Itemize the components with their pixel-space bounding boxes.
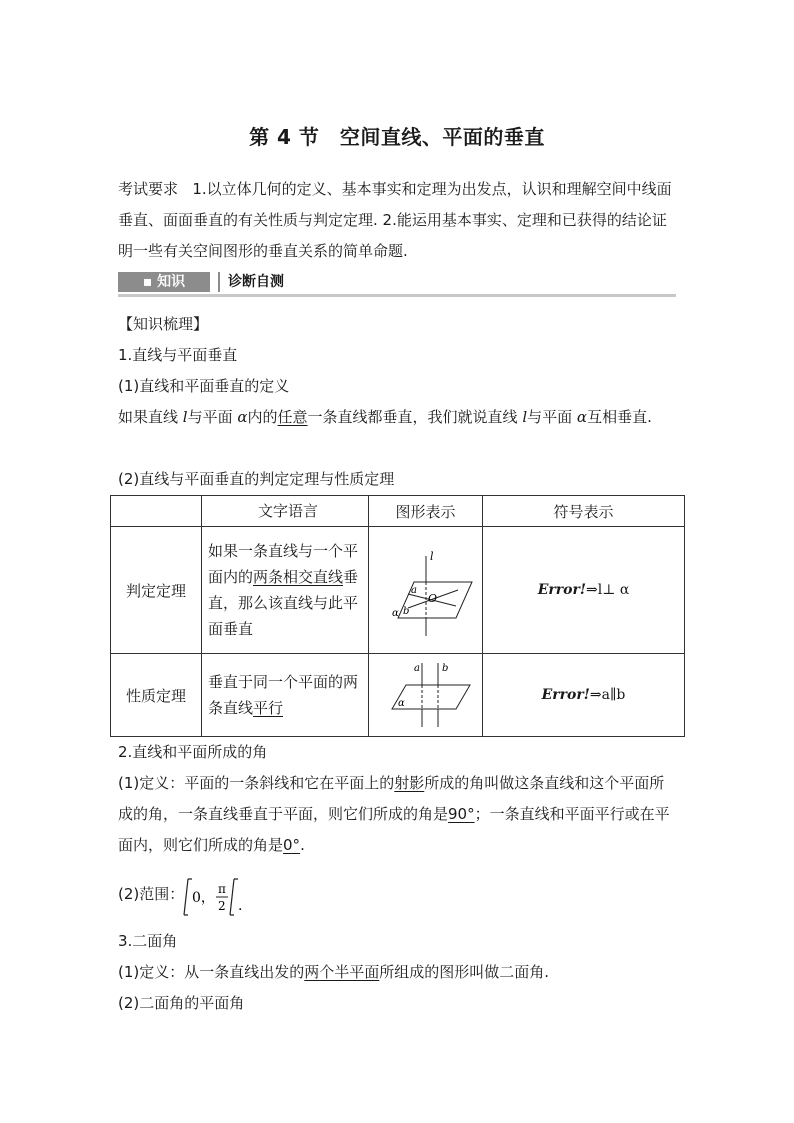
s1-sub1: (1)直线和平面垂直的定义	[118, 377, 290, 395]
range-zero: 0，	[192, 890, 215, 906]
section-label: 诊断自测	[218, 272, 284, 292]
row-figure	[369, 654, 483, 737]
requirements-text: 1.以立体几何的定义、基本事实和定理为出发点，认识和理解空间中线面垂直、面面垂直的有关性质与判定定理. 2.能运用基本事实、定理和已获得的结论证明一些有关空间图形的垂直关系的简单命题.	[118, 180, 672, 260]
header-cell-text: 文字语言	[202, 496, 369, 527]
row-text: 如果一条直线与一个平面内的两条相交直线垂直，那么该直线与此平面垂直	[202, 527, 369, 654]
s1-definition: 如果直线 l与平面 α内的任意一条直线都垂直，我们就说直线 l与平面 α互相垂直.	[118, 408, 652, 426]
range-pi: π	[218, 882, 226, 896]
fig-label-o: O	[427, 592, 437, 605]
range-label: (2)范围：	[118, 885, 185, 903]
table-row	[111, 654, 685, 737]
range-two: 2	[218, 899, 226, 913]
parallel-lines-figure	[376, 655, 476, 731]
section-divider	[118, 294, 676, 297]
header-cell-figure: 图形表示	[369, 496, 483, 527]
exam-requirements	[118, 174, 678, 267]
row-text: 垂直于同一个平面的两条直线平行	[202, 654, 369, 737]
s2-range	[118, 877, 318, 917]
knowledge-heading: 【知识梳理】	[118, 315, 209, 333]
section-tag: ▪ 知识	[118, 272, 210, 292]
header-cell-symbol: 符号表示	[483, 496, 685, 527]
s3-definition: (1)定义：从一条直线出发的两个半平面所组成的图形叫做二面角.	[118, 963, 550, 981]
requirements-label: 考试要求	[118, 180, 179, 198]
s1-heading: 1.直线与平面垂直	[118, 346, 238, 364]
s3-sub2: (2)二面角的平面角	[118, 994, 245, 1012]
range-interval	[182, 877, 242, 917]
s3-heading: 3.二面角	[118, 932, 178, 950]
fig-label-b: b	[441, 663, 448, 674]
s2-definition: (1)定义：平面的一条斜线和它在平面上的射影所成的角叫做这条直线和这个平面所成的角，一条直线垂直于平面，则它们所成的角是90°；一条直线和平面平行或在平面内，则它们所成的角是0°.	[118, 774, 670, 854]
page-title: 第 4 节 空间直线、平面的垂直	[249, 125, 545, 149]
perpendicular-plane-figure	[376, 538, 476, 638]
fig-label-a: a	[410, 585, 417, 596]
s2-heading: 2.直线和平面所成的角	[118, 743, 268, 761]
row-name: 性质定理	[111, 654, 202, 737]
fig-label-l: l	[429, 550, 434, 563]
fig-label-alpha: α	[391, 608, 399, 619]
table-row	[111, 527, 685, 654]
fig-label-alpha: α	[397, 698, 405, 709]
row-symbol: Error!⇒a∥b	[483, 654, 685, 737]
row-name: 判定定理	[111, 527, 202, 654]
fig-label-b: b	[402, 606, 409, 617]
header-cell-empty	[111, 496, 202, 527]
table-header-row	[111, 496, 685, 527]
row-symbol: Error!⇒l⊥ α	[483, 527, 685, 654]
range-end: .	[238, 898, 243, 914]
row-figure	[369, 527, 483, 654]
fig-label-a: a	[413, 663, 420, 674]
section-bar	[118, 272, 676, 296]
theorem-table	[110, 495, 685, 737]
s1-sub2: (2)直线与平面垂直的判定定理与性质定理	[118, 470, 395, 488]
